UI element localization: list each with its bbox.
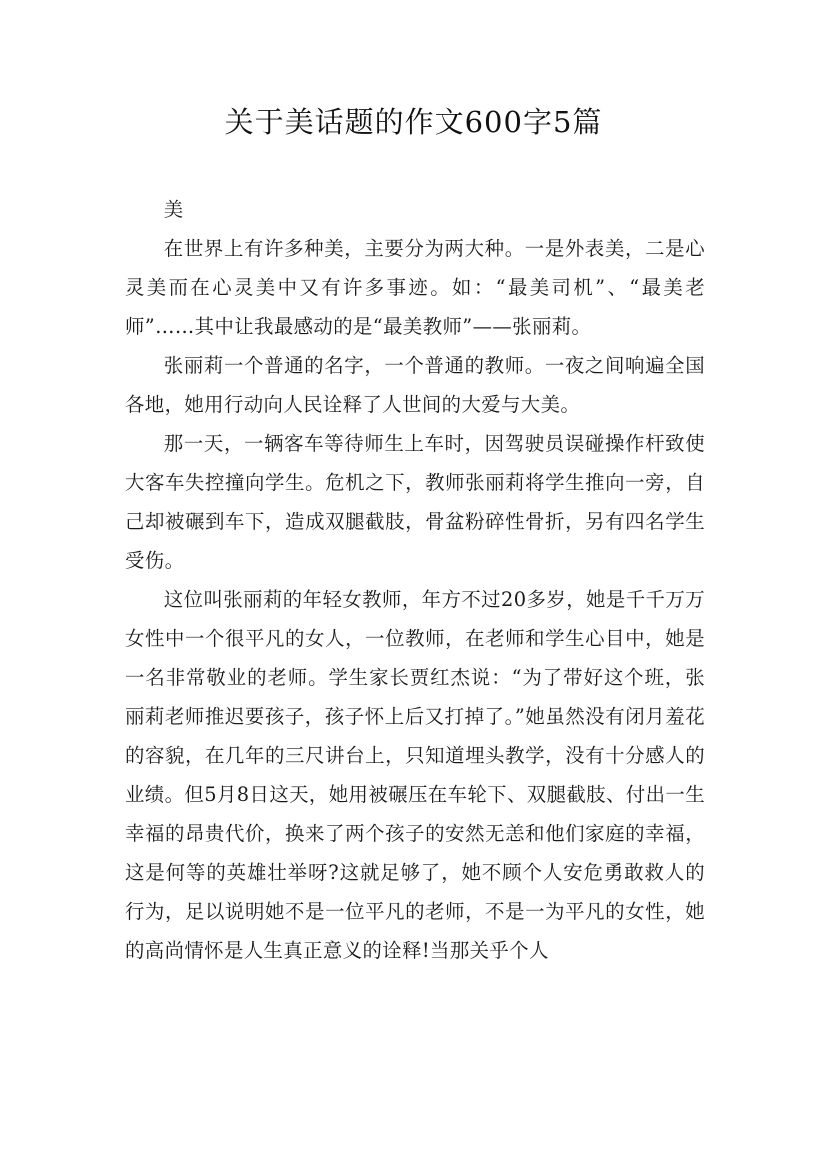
document-body <box>125 190 705 970</box>
paragraph-3: 那一天，一辆客车等待师生上车时，因驾驶员误碰操作杆致使大客车失控撞向学生。危机之下，教师张丽莉将学生推向一旁，自己却被碾到车下，造成双腿截肢，骨盆粉碎性骨折，另有四名学生受伤。 <box>125 432 705 572</box>
section-heading: 美 <box>163 198 184 221</box>
document-title: 关于美话题的作文600字5篇 <box>224 105 603 139</box>
paragraph-2: 张丽莉一个普通的名字，一个普通的教师。一夜之间响遍全国各地，她用行动向人民诠释了人世间的大爱与大美。 <box>125 354 705 416</box>
paragraph-1: 在世界上有许多种美，主要分为两大种。一是外表美，二是心灵美而在心灵美中又有许多事迹。如：“最美司机”、“最美老师”……其中让我最感动的是“最美教师”——张丽莉。 <box>125 237 705 338</box>
paragraph-4: 这位叫张丽莉的年轻女教师，年方不过20多岁，她是千千万万女性中一个很平凡的女人，一位教师，在老师和学生心目中，她是一名非常敬业的老师。学生家长贾红杰说：“为了带好这个班，张丽莉老师推迟要孩子，孩子怀上后又打掉了。”她虽然没有闭月羞花的容貌，在几年的三尺讲台上，只知道埋头教学，没有十分感人的业绩。但5月8日这天，她用被碾压在车轮下、双腿截肢、付出一生幸福的昂贵代价，换来了两个孩子的安然无恙和他们家庭的幸福，这是何等的英雄壮举呀?这就足够了，她不顾个人安危勇敢救人的行为，足以说明她不是一位平凡的老师，不是一为平凡的女性，她的高尚情怀是人生真正意义的诠释!当那关乎个人 <box>125 588 705 962</box>
